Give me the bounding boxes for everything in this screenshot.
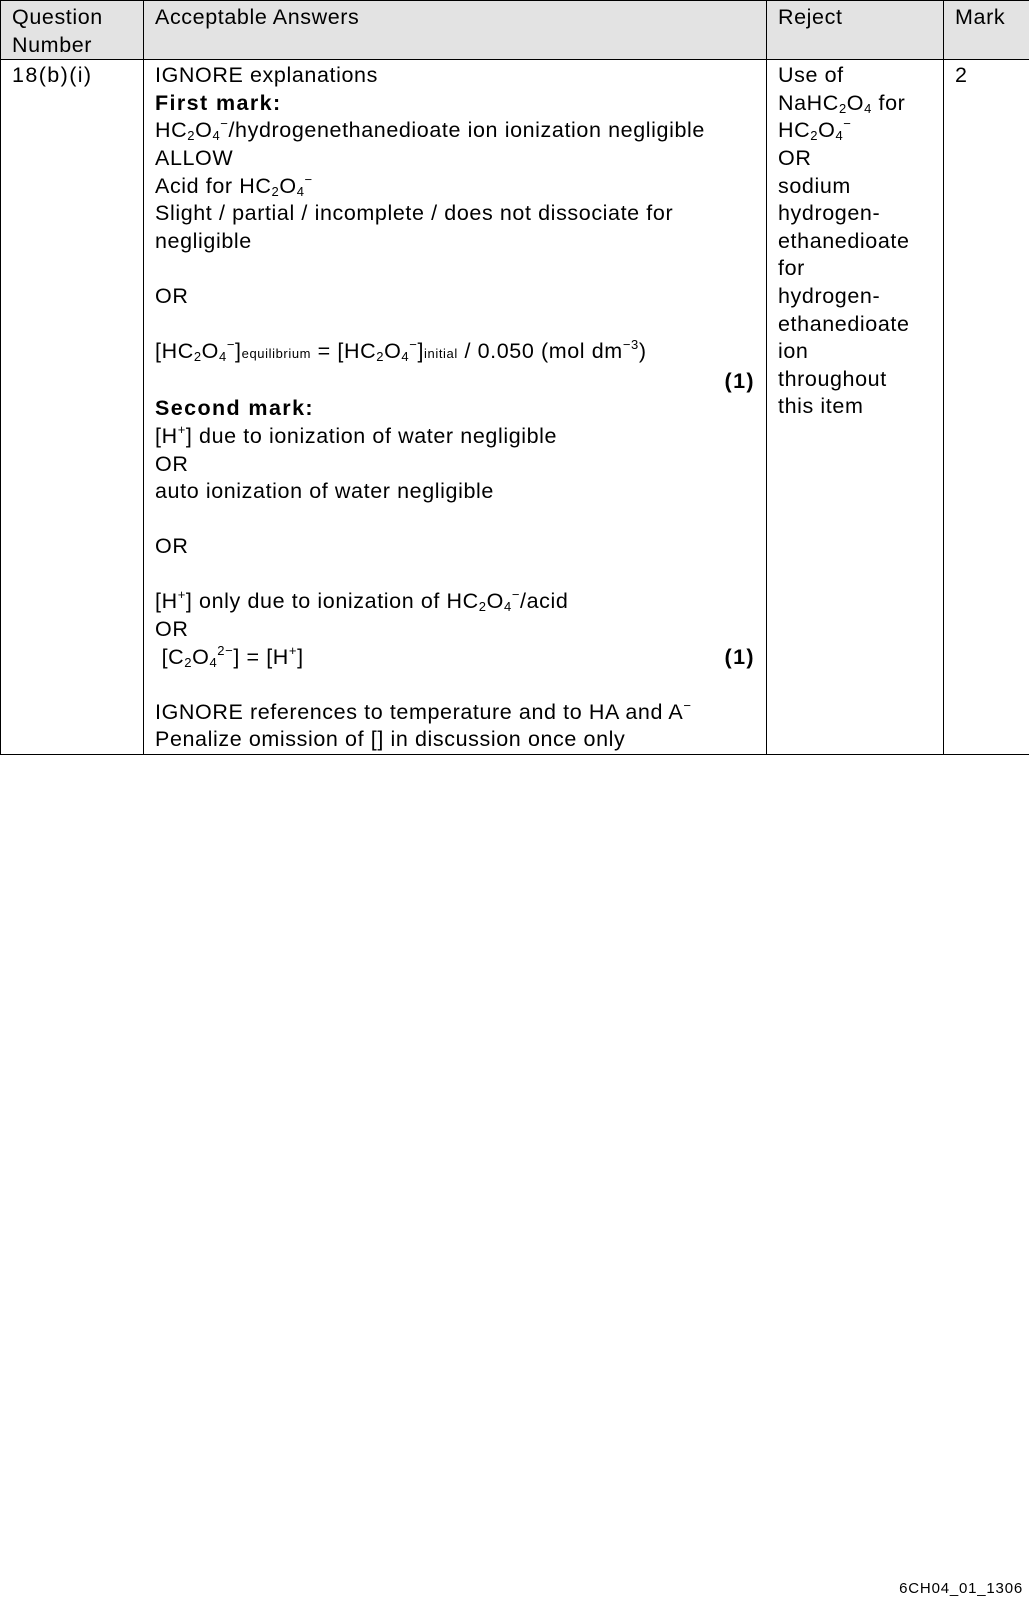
ion-negligible-text: $HC_2O_4^-$/hydrogenethanedioate ion ionization negligible bbox=[155, 116, 705, 144]
or-text-1: OR bbox=[155, 283, 189, 308]
h-plus-water-text: [H+] due to ionization of water negligible bbox=[155, 421, 558, 448]
acid-for-text: Acid for $HC_2O_4^-$ bbox=[155, 171, 313, 199]
header-acceptable-answers: Acceptable Answers bbox=[144, 1, 767, 60]
mark-cell: 2 bbox=[944, 60, 1029, 755]
answer-row bbox=[1, 60, 1029, 755]
allow-text: ALLOW bbox=[155, 145, 234, 170]
reject-for: for bbox=[778, 256, 805, 281]
question-number-cell: 18(b)(i) bbox=[1, 60, 144, 755]
reject-throughout: throughout bbox=[778, 366, 887, 391]
slight-partial-text: Slight / partial / incomplete / does not dissociate for negligible bbox=[155, 201, 674, 253]
reject-ethanedioate-2: ethanedioate bbox=[778, 311, 910, 336]
first-mark-heading: First mark: bbox=[155, 90, 282, 115]
reject-this-item: this item bbox=[778, 394, 864, 419]
reject-hydrogen-1: hydrogen- bbox=[778, 201, 881, 226]
equilibrium-equation: $[HC_2O_4^-]equilibrium$ = $[HC_2O_4^-]initial / 0.050$ (mol $dm^{-3}$) bbox=[155, 337, 647, 365]
mark-scheme-table bbox=[0, 0, 1029, 755]
c2o4-equals-h-plus: $[C_2O_4^{2-}] = [H^+]$ (1) bbox=[155, 642, 755, 670]
reject-hydrogen-2: hydrogen- bbox=[778, 283, 881, 308]
ignore-explanations: IGNORE explanations bbox=[155, 63, 378, 88]
or-text-4: OR bbox=[155, 617, 189, 642]
penalize-text: Penalize omission of [] in discussion once only bbox=[155, 727, 626, 752]
reject-ion: ion bbox=[778, 339, 809, 364]
second-mark-value: (1) bbox=[724, 644, 755, 669]
header-reject: Reject bbox=[767, 1, 944, 60]
page-footer-code: 6CH04_01_1306 bbox=[899, 1580, 1023, 1597]
header-question-number: Question Number bbox=[1, 1, 144, 60]
ignore-references-text: IGNORE references to temperature and to HA and A− bbox=[155, 697, 692, 724]
auto-ionization-text: auto ionization of water negligible bbox=[155, 479, 494, 504]
reject-nahc2o4: $NaHC_2O_4$ for bbox=[778, 90, 906, 116]
second-mark-heading: Second mark: bbox=[155, 396, 314, 421]
reject-sodium: sodium bbox=[778, 173, 851, 198]
or-text-2: OR bbox=[155, 451, 189, 476]
reject-use-of: Use of bbox=[778, 63, 844, 88]
h-plus-acid-text: [H+] only due to ionization of $HC_2O_4^-$/acid bbox=[155, 587, 569, 615]
reject-hc2o4: $HC_2O_4^-$ bbox=[778, 116, 852, 144]
acceptable-answers-cell bbox=[144, 60, 767, 755]
header-mark: Mark bbox=[944, 1, 1029, 60]
first-mark-value: (1) bbox=[724, 368, 755, 393]
reject-or: OR bbox=[778, 145, 812, 170]
reject-cell bbox=[767, 60, 944, 755]
reject-ethanedioate-1: ethanedioate bbox=[778, 228, 910, 253]
header-row bbox=[1, 1, 1029, 60]
or-text-3: OR bbox=[155, 534, 189, 559]
